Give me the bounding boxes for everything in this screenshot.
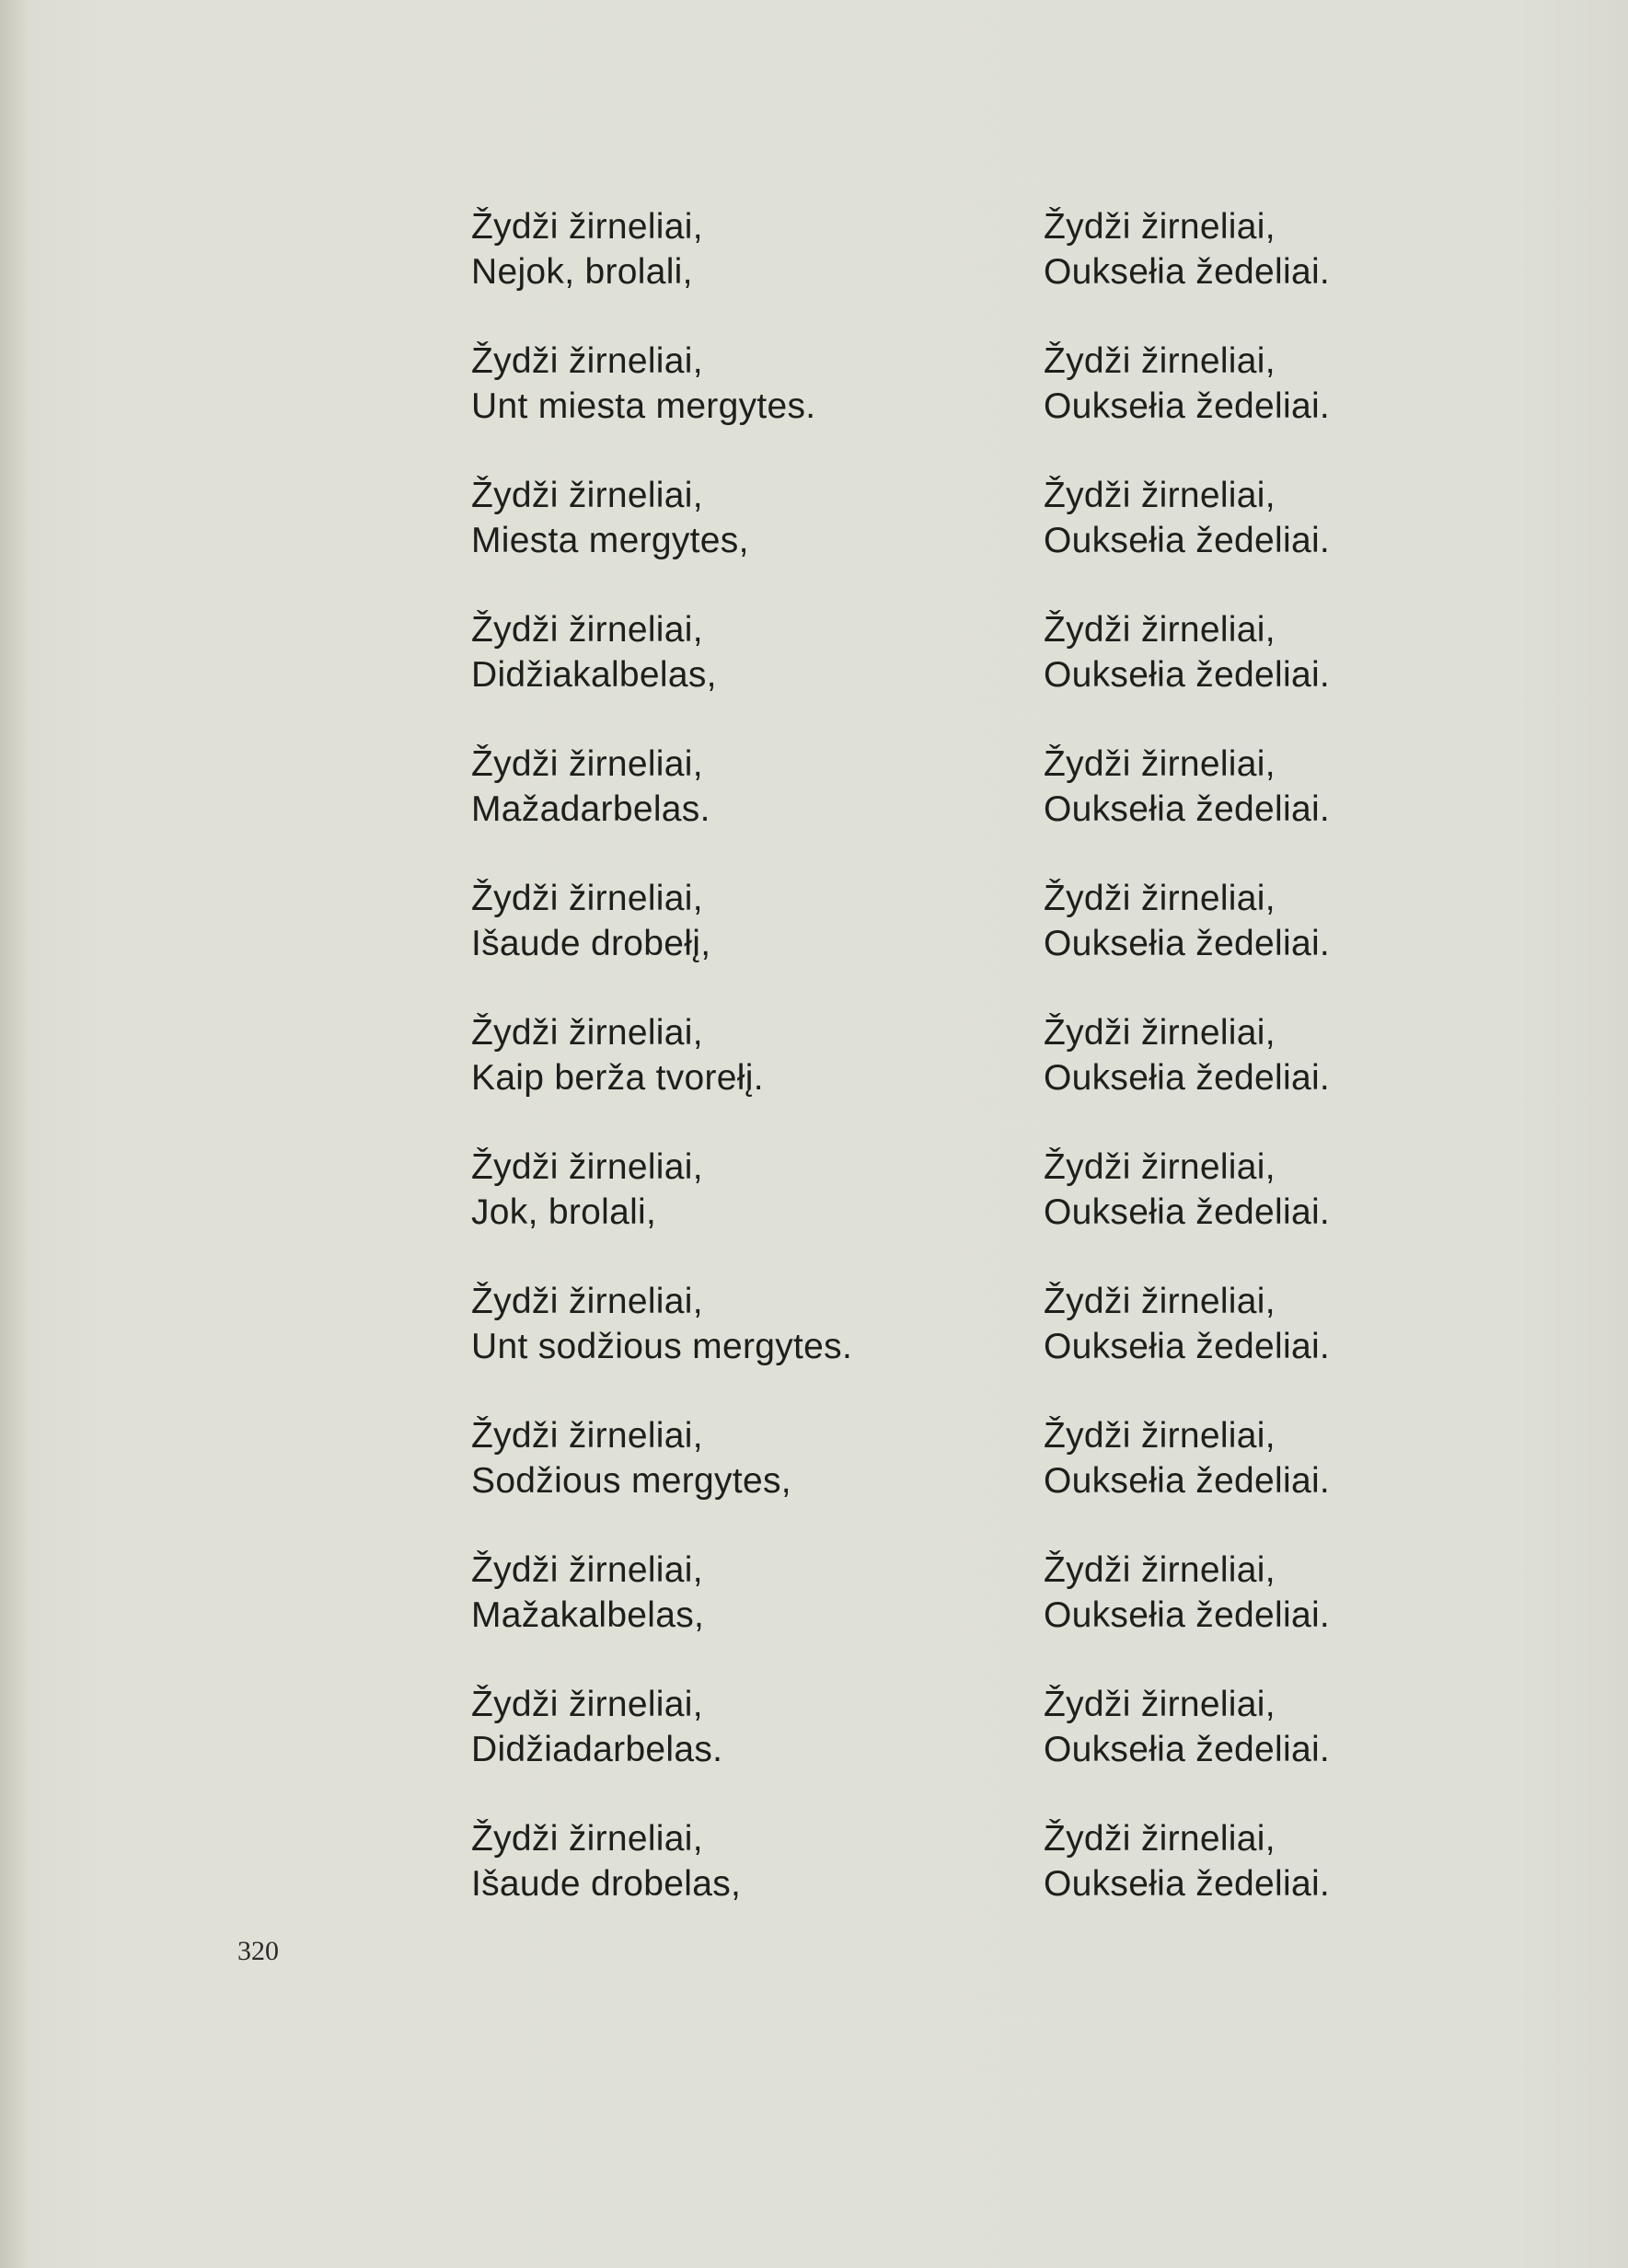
right-stanza — [1044, 1816, 1559, 1951]
left-stanza-second-line: Unt sodžious mergytes. — [471, 1327, 853, 1366]
page-number: 320 — [237, 1936, 279, 1966]
right-stanza-second-line: Ouksełia žedeliai. — [1044, 1864, 1331, 1904]
left-stanza-first-line: Žydži žirneliai, — [471, 1685, 703, 1724]
right-stanza-first-line: Žydži žirneliai, — [1044, 1013, 1276, 1053]
left-stanza-first-line: Žydži žirneliai, — [471, 207, 703, 247]
right-stanza-second-line: Ouksełia žedeliai. — [1044, 1058, 1331, 1098]
left-stanza — [471, 607, 987, 742]
right-stanza-first-line: Žydži žirneliai, — [1044, 879, 1276, 918]
right-stanza-first-line: Žydži žirneliai, — [1044, 1416, 1276, 1456]
left-stanza-second-line: Didžiadarbelas. — [471, 1730, 723, 1769]
right-stanza — [1044, 204, 1559, 339]
right-stanza — [1044, 1548, 1559, 1682]
right-stanza-second-line: Ouksełia žedeliai. — [1044, 1461, 1331, 1501]
left-stanza-second-line: Kaip berža tvorełį. — [471, 1058, 764, 1098]
right-stanza-second-line: Ouksełia žedeliai. — [1044, 521, 1331, 560]
right-stanza — [1044, 1682, 1559, 1816]
right-stanza-second-line: Ouksełia žedeliai. — [1044, 1327, 1331, 1366]
right-stanza-first-line: Žydži žirneliai, — [1044, 610, 1276, 650]
left-stanza — [471, 339, 987, 473]
left-stanza-first-line: Žydži žirneliai, — [471, 1013, 703, 1053]
left-stanza-first-line: Žydži žirneliai, — [471, 1819, 703, 1859]
right-stanza-first-line: Žydži žirneliai, — [1044, 341, 1276, 381]
left-stanza-second-line: Didžiakalbelas, — [471, 655, 717, 695]
right-stanza-first-line: Žydži žirneliai, — [1044, 476, 1276, 515]
left-stanza-second-line: Unt miesta mergytes. — [471, 386, 816, 426]
left-stanza-second-line: Sodžious mergytes, — [471, 1461, 791, 1501]
right-stanza — [1044, 473, 1559, 607]
right-stanza-second-line: Ouksełia žedeliai. — [1044, 1730, 1331, 1769]
left-stanza-second-line: Mažakalbelas, — [471, 1595, 705, 1635]
left-stanza — [471, 1816, 987, 1951]
left-stanza-first-line: Žydži žirneliai, — [471, 1550, 703, 1590]
right-stanza — [1044, 742, 1559, 876]
left-stanza-first-line: Žydži žirneliai, — [471, 744, 703, 784]
left-stanza — [471, 1413, 987, 1548]
right-stanza — [1044, 876, 1559, 1010]
right-stanza-first-line: Žydži žirneliai, — [1044, 1685, 1276, 1724]
page-gutter — [0, 0, 26, 2268]
left-stanza-second-line: Miesta mergytes, — [471, 521, 749, 560]
left-stanza-first-line: Žydži žirneliai, — [471, 1416, 703, 1456]
right-stanza-second-line: Ouksełia žedeliai. — [1044, 1192, 1331, 1232]
right-stanza-first-line: Žydži žirneliai, — [1044, 1282, 1276, 1321]
right-verse-column — [1044, 204, 1559, 1951]
right-stanza — [1044, 1413, 1559, 1548]
right-stanza-second-line: Ouksełia žedeliai. — [1044, 655, 1331, 695]
left-stanza-first-line: Žydži žirneliai, — [471, 476, 703, 515]
left-stanza-first-line: Žydži žirneliai, — [471, 341, 703, 381]
left-stanza — [471, 1548, 987, 1682]
right-stanza-second-line: Ouksełia žedeliai. — [1044, 252, 1331, 292]
left-stanza-first-line: Žydži žirneliai, — [471, 879, 703, 918]
left-stanza — [471, 876, 987, 1010]
right-stanza-second-line: Ouksełia žedeliai. — [1044, 1595, 1331, 1635]
left-stanza-first-line: Žydži žirneliai, — [471, 1282, 703, 1321]
right-stanza-first-line: Žydži žirneliai, — [1044, 1550, 1276, 1590]
right-stanza-second-line: Ouksełia žedeliai. — [1044, 386, 1331, 426]
left-stanza-second-line: Mažadarbelas. — [471, 789, 710, 829]
right-stanza-first-line: Žydži žirneliai, — [1044, 744, 1276, 784]
right-stanza-first-line: Žydži žirneliai, — [1044, 207, 1276, 247]
right-stanza — [1044, 1010, 1559, 1145]
left-stanza-first-line: Žydži žirneliai, — [471, 610, 703, 650]
right-stanza-first-line: Žydži žirneliai, — [1044, 1819, 1276, 1859]
left-stanza-second-line: Jok, brolali, — [471, 1192, 657, 1232]
left-stanza — [471, 473, 987, 607]
right-stanza — [1044, 607, 1559, 742]
left-stanza-second-line: Išaude drobełį, — [471, 924, 711, 963]
right-stanza — [1044, 1145, 1559, 1279]
left-stanza-second-line: Išaude drobelas, — [471, 1864, 742, 1904]
right-stanza — [1044, 339, 1559, 473]
left-stanza-second-line: Nejok, brolali, — [471, 252, 693, 292]
right-stanza-second-line: Ouksełia žedeliai. — [1044, 789, 1331, 829]
left-stanza — [471, 1010, 987, 1145]
left-stanza-first-line: Žydži žirneliai, — [471, 1147, 703, 1187]
left-stanza — [471, 1279, 987, 1413]
left-verse-column — [471, 204, 987, 1951]
left-stanza — [471, 1682, 987, 1816]
left-stanza — [471, 742, 987, 876]
left-stanza — [471, 1145, 987, 1279]
right-stanza-second-line: Ouksełia žedeliai. — [1044, 924, 1331, 963]
left-stanza — [471, 204, 987, 339]
right-stanza-first-line: Žydži žirneliai, — [1044, 1147, 1276, 1187]
right-stanza — [1044, 1279, 1559, 1413]
